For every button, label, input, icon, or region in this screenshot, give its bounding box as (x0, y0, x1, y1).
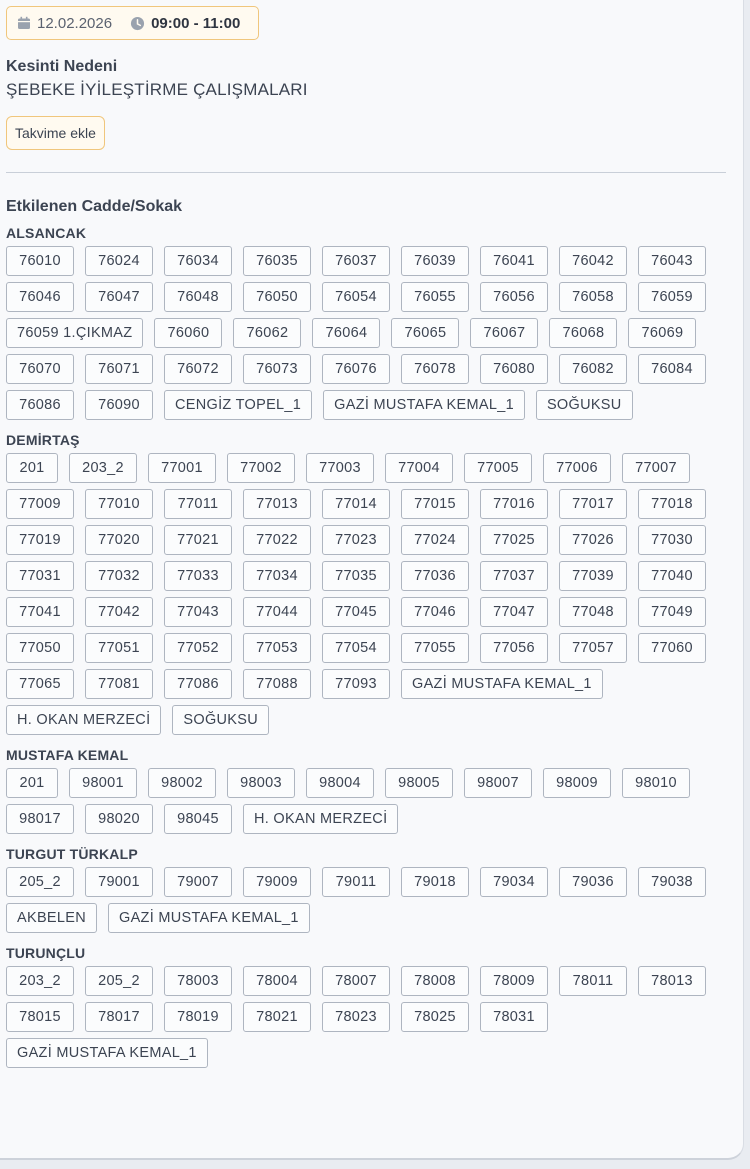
street-tag[interactable]: 77048 (559, 597, 627, 627)
street-group (6, 225, 725, 420)
street-tag-list (6, 768, 726, 834)
street-tag[interactable]: 78003 (164, 966, 232, 996)
street-tag[interactable]: 79036 (559, 867, 627, 897)
street-tag[interactable]: 76043 (638, 246, 706, 276)
street-tag[interactable]: 98005 (385, 768, 453, 798)
street-tag[interactable]: GAZİ MUSTAFA KEMAL_1 (6, 1038, 208, 1068)
street-tag[interactable]: CENGİZ TOPEL_1 (164, 390, 312, 420)
divider (6, 172, 726, 173)
street-tag[interactable]: 76080 (480, 354, 548, 384)
street-tag[interactable]: 77052 (164, 633, 232, 663)
street-tag[interactable]: 77053 (243, 633, 311, 663)
street-tag[interactable]: 76055 (401, 282, 469, 312)
street-tag[interactable]: 203_2 (6, 966, 74, 996)
street-tag[interactable]: 76078 (401, 354, 469, 384)
street-tag[interactable]: 77042 (85, 597, 153, 627)
street-tag[interactable]: 77025 (480, 525, 548, 555)
street-tag[interactable]: 77035 (322, 561, 390, 591)
street-group-name: MUSTAFA KEMAL (6, 747, 129, 763)
street-tag-list (6, 246, 726, 420)
calendar-icon (17, 16, 31, 30)
street-tag[interactable]: 78017 (85, 1002, 153, 1032)
street-tag[interactable]: 77045 (322, 597, 390, 627)
street-tag[interactable]: 76062 (233, 318, 301, 348)
street-tag[interactable]: 76034 (164, 246, 232, 276)
street-tag[interactable]: 98009 (543, 768, 611, 798)
street-tag[interactable]: 76056 (480, 282, 548, 312)
street-tag[interactable]: 76059 (638, 282, 706, 312)
street-tag[interactable]: 76046 (6, 282, 74, 312)
street-tag[interactable]: 77018 (638, 489, 706, 519)
street-tag[interactable]: 77093 (322, 669, 390, 699)
street-tag[interactable]: 78004 (243, 966, 311, 996)
street-tag[interactable]: 76068 (549, 318, 617, 348)
street-tag[interactable]: 76065 (391, 318, 459, 348)
street-tag[interactable]: 77011 (164, 489, 232, 519)
street-tag[interactable]: 78015 (6, 1002, 74, 1032)
street-groups (6, 225, 725, 1068)
street-tag[interactable]: 77056 (480, 633, 548, 663)
outage-time-range: 09:00 - 11:00 (151, 14, 241, 32)
street-tag[interactable]: 77001 (148, 453, 216, 483)
street-group (6, 747, 725, 834)
street-tag[interactable]: 76048 (164, 282, 232, 312)
street-tag[interactable]: 77044 (243, 597, 311, 627)
street-tag[interactable]: 77088 (243, 669, 311, 699)
street-tag[interactable]: 98007 (464, 768, 532, 798)
street-tag[interactable]: 78021 (243, 1002, 311, 1032)
street-tag[interactable]: 77033 (164, 561, 232, 591)
street-tag[interactable]: 77007 (622, 453, 690, 483)
street-tag[interactable]: 98002 (148, 768, 216, 798)
street-tag[interactable]: 77004 (385, 453, 453, 483)
street-tag[interactable]: 78009 (480, 966, 548, 996)
street-tag[interactable]: 77081 (85, 669, 153, 699)
street-tag[interactable]: 79018 (401, 867, 469, 897)
street-tag[interactable]: 77023 (322, 525, 390, 555)
street-tag[interactable]: 77032 (85, 561, 153, 591)
street-tag[interactable]: SOĞUKSU (536, 390, 633, 420)
street-tag-list (6, 966, 726, 1068)
street-tag-list (6, 453, 726, 735)
street-tag[interactable]: 77051 (85, 633, 153, 663)
street-tag[interactable]: 77030 (638, 525, 706, 555)
street-tag[interactable]: 77049 (638, 597, 706, 627)
street-tag[interactable]: 76050 (243, 282, 311, 312)
street-tag[interactable]: 77013 (243, 489, 311, 519)
street-tag[interactable]: 77021 (164, 525, 232, 555)
street-tag[interactable]: 205_2 (85, 966, 153, 996)
street-tag[interactable]: 77037 (480, 561, 548, 591)
reason-text: ŞEBEKE İYİLEŞTİRME ÇALIŞMALARI (6, 80, 308, 99)
street-tag[interactable]: 76035 (243, 246, 311, 276)
street-tag[interactable]: 77014 (322, 489, 390, 519)
street-tag[interactable]: 77046 (401, 597, 469, 627)
street-tag[interactable]: 77005 (464, 453, 532, 483)
street-tag[interactable]: GAZİ MUSTAFA KEMAL_1 (323, 390, 525, 420)
street-tag[interactable]: 77015 (401, 489, 469, 519)
street-tag[interactable]: 77024 (401, 525, 469, 555)
street-tag[interactable]: 77031 (6, 561, 74, 591)
street-tag[interactable]: 77006 (543, 453, 611, 483)
street-group-name: ALSANCAK (6, 225, 87, 241)
street-tag[interactable]: 78013 (638, 966, 706, 996)
street-tag[interactable]: 77065 (6, 669, 74, 699)
street-tag[interactable]: 78023 (322, 1002, 390, 1032)
street-tag[interactable]: 78031 (480, 1002, 548, 1032)
street-tag[interactable]: 77019 (6, 525, 74, 555)
street-tag[interactable]: 76071 (85, 354, 153, 384)
street-tag[interactable]: 77043 (164, 597, 232, 627)
street-tag[interactable]: 77086 (164, 669, 232, 699)
street-group (6, 432, 725, 735)
street-tag[interactable]: H. OKAN MERZECİ (243, 804, 398, 834)
street-group (6, 846, 725, 933)
street-tag[interactable]: 98020 (85, 804, 153, 834)
outage-date: 12.02.2026 (37, 14, 113, 32)
street-tag[interactable]: 76076 (322, 354, 390, 384)
street-tag[interactable]: 76072 (164, 354, 232, 384)
street-tag[interactable]: 77047 (480, 597, 548, 627)
street-tag[interactable]: 98045 (164, 804, 232, 834)
street-tag[interactable]: 76039 (401, 246, 469, 276)
affected-streets-title: Etkilenen Cadde/Sokak (6, 198, 183, 215)
street-tag[interactable]: 98004 (306, 768, 374, 798)
street-tag[interactable]: 76086 (6, 390, 74, 420)
street-tag[interactable]: 76064 (312, 318, 380, 348)
street-tag[interactable]: 201 (6, 768, 58, 798)
street-tag[interactable]: 78019 (164, 1002, 232, 1032)
street-tag[interactable]: 76090 (85, 390, 153, 420)
street-tag[interactable]: 77022 (243, 525, 311, 555)
street-tag[interactable]: 77016 (480, 489, 548, 519)
street-tag[interactable]: 76059 1.ÇIKMAZ (6, 318, 143, 348)
street-group-name: TURGUT TÜRKALP (6, 846, 138, 862)
street-tag[interactable]: 76069 (628, 318, 696, 348)
street-tag[interactable]: 77054 (322, 633, 390, 663)
street-tag[interactable]: 77034 (243, 561, 311, 591)
street-tag[interactable]: GAZİ MUSTAFA KEMAL_1 (108, 903, 310, 933)
street-tag[interactable]: 76082 (559, 354, 627, 384)
street-tag[interactable]: SOĞUKSU (172, 705, 269, 735)
street-tag[interactable]: 76042 (559, 246, 627, 276)
reason-label: Kesinti Nedeni (6, 58, 118, 75)
street-tag[interactable]: 78007 (322, 966, 390, 996)
street-tag[interactable]: 77039 (559, 561, 627, 591)
street-tag[interactable]: 76037 (322, 246, 390, 276)
street-tag[interactable]: 78025 (401, 1002, 469, 1032)
street-tag[interactable]: 77009 (6, 489, 74, 519)
street-tag[interactable]: 205_2 (6, 867, 74, 897)
street-tag[interactable]: 76060 (154, 318, 222, 348)
street-group (6, 945, 725, 1068)
street-tag-list (6, 867, 726, 933)
street-tag[interactable]: 77026 (559, 525, 627, 555)
street-tag[interactable]: 76024 (85, 246, 153, 276)
street-tag[interactable]: 76084 (638, 354, 706, 384)
street-group-name: DEMİRTAŞ (6, 432, 80, 448)
street-tag[interactable]: 201 (6, 453, 58, 483)
street-tag[interactable]: 79009 (243, 867, 311, 897)
street-tag[interactable]: 79034 (480, 867, 548, 897)
street-tag[interactable]: 98017 (6, 804, 74, 834)
street-tag[interactable]: AKBELEN (6, 903, 97, 933)
street-tag[interactable]: 98003 (227, 768, 295, 798)
street-tag[interactable]: 76070 (6, 354, 74, 384)
street-tag[interactable]: 76054 (322, 282, 390, 312)
street-tag[interactable]: 79007 (164, 867, 232, 897)
street-tag[interactable]: 77041 (6, 597, 74, 627)
outage-time-chip (6, 6, 259, 40)
street-tag[interactable]: 77055 (401, 633, 469, 663)
street-tag[interactable]: 203_2 (69, 453, 137, 483)
street-tag[interactable]: 77017 (559, 489, 627, 519)
street-tag[interactable]: 98001 (69, 768, 137, 798)
street-tag[interactable]: 78008 (401, 966, 469, 996)
street-tag[interactable]: 77050 (6, 633, 74, 663)
street-tag[interactable]: 77003 (306, 453, 374, 483)
street-tag[interactable]: 77010 (85, 489, 153, 519)
street-tag[interactable]: 76010 (6, 246, 74, 276)
street-tag[interactable]: 76067 (470, 318, 538, 348)
street-tag[interactable]: 77057 (559, 633, 627, 663)
street-tag[interactable]: 77040 (638, 561, 706, 591)
street-tag[interactable]: GAZİ MUSTAFA KEMAL_1 (401, 669, 603, 699)
street-tag[interactable]: 79011 (322, 867, 390, 897)
street-tag[interactable]: 77036 (401, 561, 469, 591)
add-to-calendar-button[interactable]: Takvime ekle (6, 116, 105, 150)
street-tag[interactable]: 77020 (85, 525, 153, 555)
street-tag[interactable]: 77060 (638, 633, 706, 663)
street-tag[interactable]: 76041 (480, 246, 548, 276)
street-tag[interactable]: 76058 (559, 282, 627, 312)
street-tag[interactable]: 76073 (243, 354, 311, 384)
street-tag[interactable]: 76047 (85, 282, 153, 312)
street-tag[interactable]: H. OKAN MERZECİ (6, 705, 161, 735)
street-group-name: TURUNÇLU (6, 945, 86, 961)
street-tag[interactable]: 78011 (559, 966, 627, 996)
street-tag[interactable]: 98010 (622, 768, 690, 798)
clock-icon (130, 16, 145, 31)
street-tag[interactable]: 79038 (638, 867, 706, 897)
street-tag[interactable]: 77002 (227, 453, 295, 483)
street-tag[interactable]: 79001 (85, 867, 153, 897)
